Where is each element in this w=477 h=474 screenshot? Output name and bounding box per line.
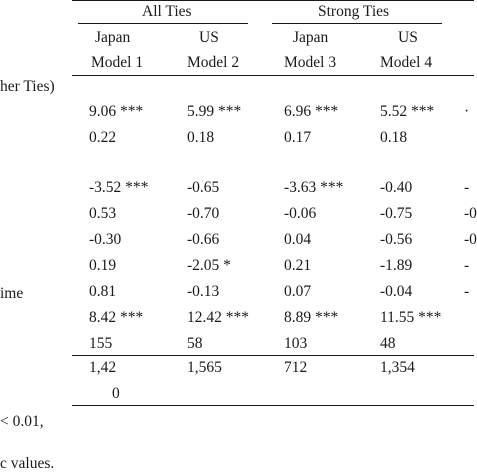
n-cell-1: 1,42 bbox=[89, 359, 117, 376]
table-cell: -0.40 bbox=[380, 179, 413, 196]
table-cell: -0.65 bbox=[187, 179, 220, 196]
table-cell: 103 bbox=[284, 335, 308, 352]
row-label-time: ime bbox=[0, 285, 24, 302]
col1-model: Model 1 bbox=[91, 54, 144, 71]
table-cell: 0.17 bbox=[284, 129, 312, 146]
table-cell: 0.53 bbox=[89, 205, 117, 222]
table-cell: 5.99 *** bbox=[187, 103, 242, 120]
table-cell: 11.55 *** bbox=[380, 309, 442, 326]
table-cell: 0.19 bbox=[89, 257, 117, 274]
table-cell: -0.30 bbox=[89, 231, 122, 248]
table-cell: -0.04 bbox=[380, 283, 413, 300]
table-cell: 0.04 bbox=[284, 231, 312, 248]
table-cell-clipped: -0 bbox=[464, 205, 477, 222]
table-cell: 5.52 *** bbox=[380, 103, 435, 120]
group-header-strong-ties: Strong Ties bbox=[318, 3, 390, 20]
table-cell-clipped: · bbox=[464, 103, 470, 120]
table-cell: -0.75 bbox=[380, 205, 413, 222]
col4-country: US bbox=[398, 29, 418, 46]
header-rule bbox=[72, 75, 474, 76]
n-cell-3: 712 bbox=[284, 359, 308, 376]
table-cell: 0.21 bbox=[284, 257, 312, 274]
table-cell: 0.22 bbox=[89, 129, 117, 146]
table-cell: 48 bbox=[380, 335, 396, 352]
col2-country: US bbox=[199, 29, 219, 46]
group-rule-strong-ties bbox=[272, 23, 442, 24]
col3-model: Model 3 bbox=[284, 54, 337, 71]
col4-model: Model 4 bbox=[380, 54, 433, 71]
table-cell: -0.70 bbox=[187, 205, 220, 222]
table-cell-clipped: -0 bbox=[464, 231, 477, 248]
table-cell: 12.42 *** bbox=[187, 309, 249, 326]
table-cell: 0.07 bbox=[284, 283, 312, 300]
col3-country: Japan bbox=[293, 29, 329, 46]
table-cell: -0.56 bbox=[380, 231, 413, 248]
table-cell-clipped: - bbox=[464, 179, 470, 196]
table-cell: 58 bbox=[187, 335, 203, 352]
table-cell: -0.13 bbox=[187, 283, 220, 300]
table-cell-clipped: - bbox=[464, 257, 470, 274]
table-cell: 8.42 *** bbox=[89, 309, 144, 326]
n-cell-2: 1,565 bbox=[187, 359, 222, 376]
table-cell: 0.18 bbox=[380, 129, 408, 146]
table-cell: -1.89 bbox=[380, 257, 413, 274]
table-cell: 0.18 bbox=[187, 129, 215, 146]
group-rule-all-ties bbox=[78, 23, 248, 24]
table-cell: -0.06 bbox=[284, 205, 317, 222]
row-label-other-ties: her Ties) bbox=[0, 78, 55, 95]
n-rule bbox=[72, 355, 474, 356]
table-cell: 8.89 *** bbox=[284, 309, 339, 326]
table-cell: 155 bbox=[89, 335, 113, 352]
table-cell: 9.06 *** bbox=[89, 103, 144, 120]
table-cell: -3.52 *** bbox=[89, 179, 149, 196]
group-header-all-ties: All Ties bbox=[142, 3, 192, 20]
col1-country: Japan bbox=[95, 29, 131, 46]
top-rule bbox=[72, 0, 474, 1]
n-cell-4: 1,354 bbox=[380, 359, 415, 376]
table-cell-clipped: - bbox=[464, 283, 470, 300]
table-cell: -2.05 * bbox=[187, 257, 231, 274]
table-cell: -0.66 bbox=[187, 231, 220, 248]
n-cell-1-wrap: 0 bbox=[112, 385, 120, 402]
col2-model: Model 2 bbox=[187, 54, 240, 71]
note-2: c values. bbox=[0, 455, 55, 472]
table-cell: -3.63 *** bbox=[284, 179, 344, 196]
table-cell: 0.81 bbox=[89, 283, 117, 300]
bottom-rule bbox=[72, 405, 474, 406]
note-1: < 0.01, bbox=[0, 413, 44, 430]
table-cell: 6.96 *** bbox=[284, 103, 339, 120]
